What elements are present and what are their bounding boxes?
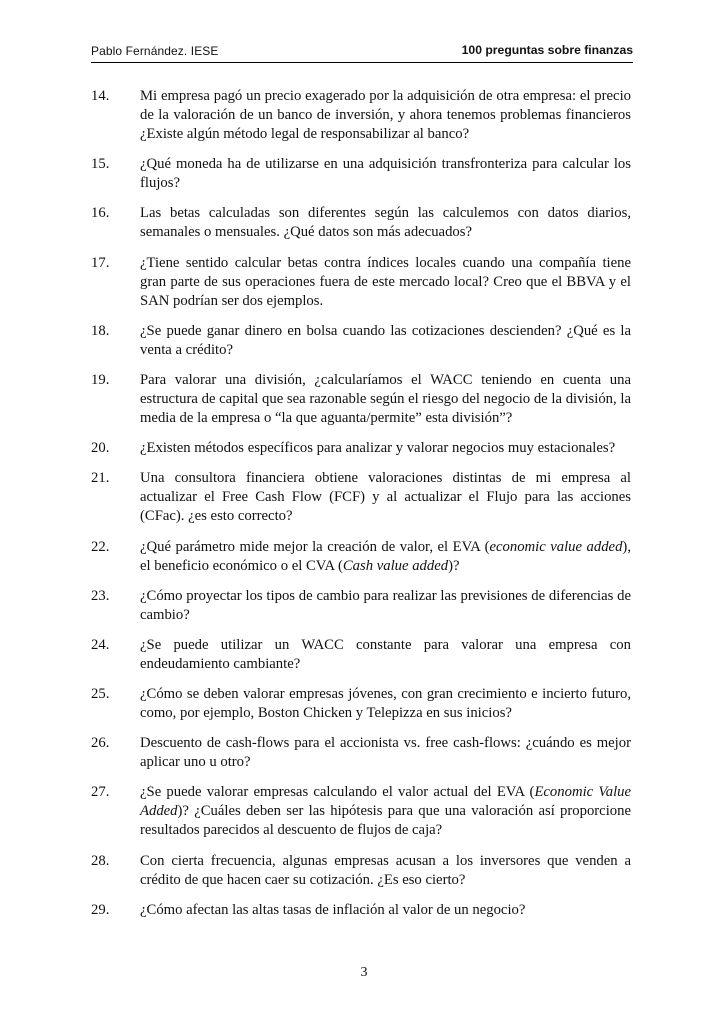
question-text-italic: Economic Value Added (140, 784, 632, 820)
question-text-italic: economic value added (489, 538, 623, 555)
question-text: ¿Cómo afectan las altas tasas de inflación al valor de un negocio? (140, 901, 526, 918)
question-text-italic: Cash value added (342, 557, 449, 574)
question-item (91, 685, 631, 723)
page-header (91, 40, 633, 63)
question-text: ¿Qué moneda ha de utilizarse en una adquisición transfronteriza para calcular los flujos? (140, 156, 631, 192)
question-number: 24. (91, 636, 110, 653)
question-number: 29. (91, 901, 110, 918)
question-number: 16. (91, 205, 110, 222)
question-text: ¿Cómo proyectar los tipos de cambio para realizar las previsiones de diferencias de cambio? (140, 587, 631, 623)
question-item (91, 439, 631, 458)
question-text (140, 538, 631, 576)
header-author: Pablo Fernández. IESE (91, 44, 219, 58)
question-number: 18. (91, 322, 110, 339)
header-book-title: 100 preguntas sobre finanzas (461, 43, 633, 57)
question-text: ¿Existen métodos específicos para analizar y valorar negocios muy estacionales? (140, 440, 616, 457)
question-text-part: ¿Se puede valorar empresas calculando el valor actual del EVA ( (140, 784, 535, 801)
question-number: 26. (91, 735, 110, 752)
question-item (91, 538, 631, 576)
question-text: Mi empresa pagó un precio exagerado por la adquisición de otra empresa: el precio de la valoración de un banco de inversión, y ahora tenemos problemas financieros ¿Existe algún método legal de responsabilizar al banco? (140, 88, 631, 142)
question-text: ¿Tiene sentido calcular betas contra índices locales cuando una compañía tiene gran parte de sus operaciones fuera de este mercado local? Creo que el BBVA y el SAN podrían ser dos ejemplos. (140, 254, 631, 309)
question-item (91, 155, 631, 193)
question-text-part: ¿Qué parámetro mide mejor la creación de valor, el EVA ( (140, 538, 490, 555)
question-text-part: )? ¿Cuáles deben ser las hipótesis para que una valoración así proporcione resultados parecidos al descuento de flujos de caja? (140, 803, 631, 839)
question-text: Con cierta frecuencia, algunas empresas acusan a los inversores que venden a crédito de que hacen caer su cotización. ¿Es eso cierto? (140, 852, 631, 888)
question-item (91, 636, 631, 674)
question-text: Para valorar una división, ¿calcularíamos el WACC teniendo en cuenta una estructura de capital que sea razonable según el riesgo del negocio de la división, la media de la empresa o “la que aguanta/permite” esta división”? (140, 371, 631, 426)
question-item (91, 371, 631, 428)
question-number: 27. (91, 784, 110, 801)
question-item (91, 87, 631, 144)
question-text: ¿Cómo se deben valorar empresas jóvenes, con gran crecimiento e incierto futuro, como, por ejemplo, Boston Chicken y Telepizza en sus inicios? (140, 686, 631, 722)
question-number: 28. (91, 852, 110, 869)
question-number: 15. (91, 156, 110, 173)
question-item (91, 852, 631, 890)
question-number: 22. (91, 538, 110, 555)
question-list (91, 87, 631, 931)
question-number: 20. (91, 440, 110, 457)
question-text: ¿Se puede ganar dinero en bolsa cuando las cotizaciones descienden? ¿Qué es la venta a crédito? (140, 322, 631, 358)
question-number: 14. (91, 88, 110, 104)
question-item (91, 783, 631, 840)
question-text-part: )? (448, 557, 460, 574)
question-item (91, 469, 631, 526)
question-number: 25. (91, 686, 110, 703)
question-text: Una consultora financiera obtiene valoraciones distintas de mi empresa al actualizar el Free Cash Flow (FCF) y al actualizar el Flujo para las acciones (CFac). ¿es esto correcto? (140, 470, 631, 525)
question-number: 17. (91, 254, 110, 271)
question-number: 23. (91, 587, 110, 604)
question-text (140, 783, 631, 840)
page-number: 3 (360, 965, 368, 980)
question-item (91, 322, 631, 360)
question-item (91, 734, 631, 772)
question-text: Descuento de cash-flows para el accionista vs. free cash-flows: ¿cuándo es mejor aplicar uno u otro? (140, 735, 631, 771)
question-text: Las betas calculadas son diferentes según las calculemos con datos diarios, semanales o mensuales. ¿Qué datos son más adecuados? (140, 205, 631, 241)
question-number: 21. (91, 470, 110, 487)
question-item (91, 901, 631, 920)
question-item (91, 204, 631, 242)
question-text-part: ), el beneficio económico o el CVA ( (140, 538, 631, 574)
question-number: 19. (91, 371, 110, 388)
question-text: ¿Se puede utilizar un WACC constante para valorar una empresa con endeudamiento cambiante? (140, 636, 631, 672)
question-item (91, 254, 631, 311)
question-item (91, 587, 631, 625)
